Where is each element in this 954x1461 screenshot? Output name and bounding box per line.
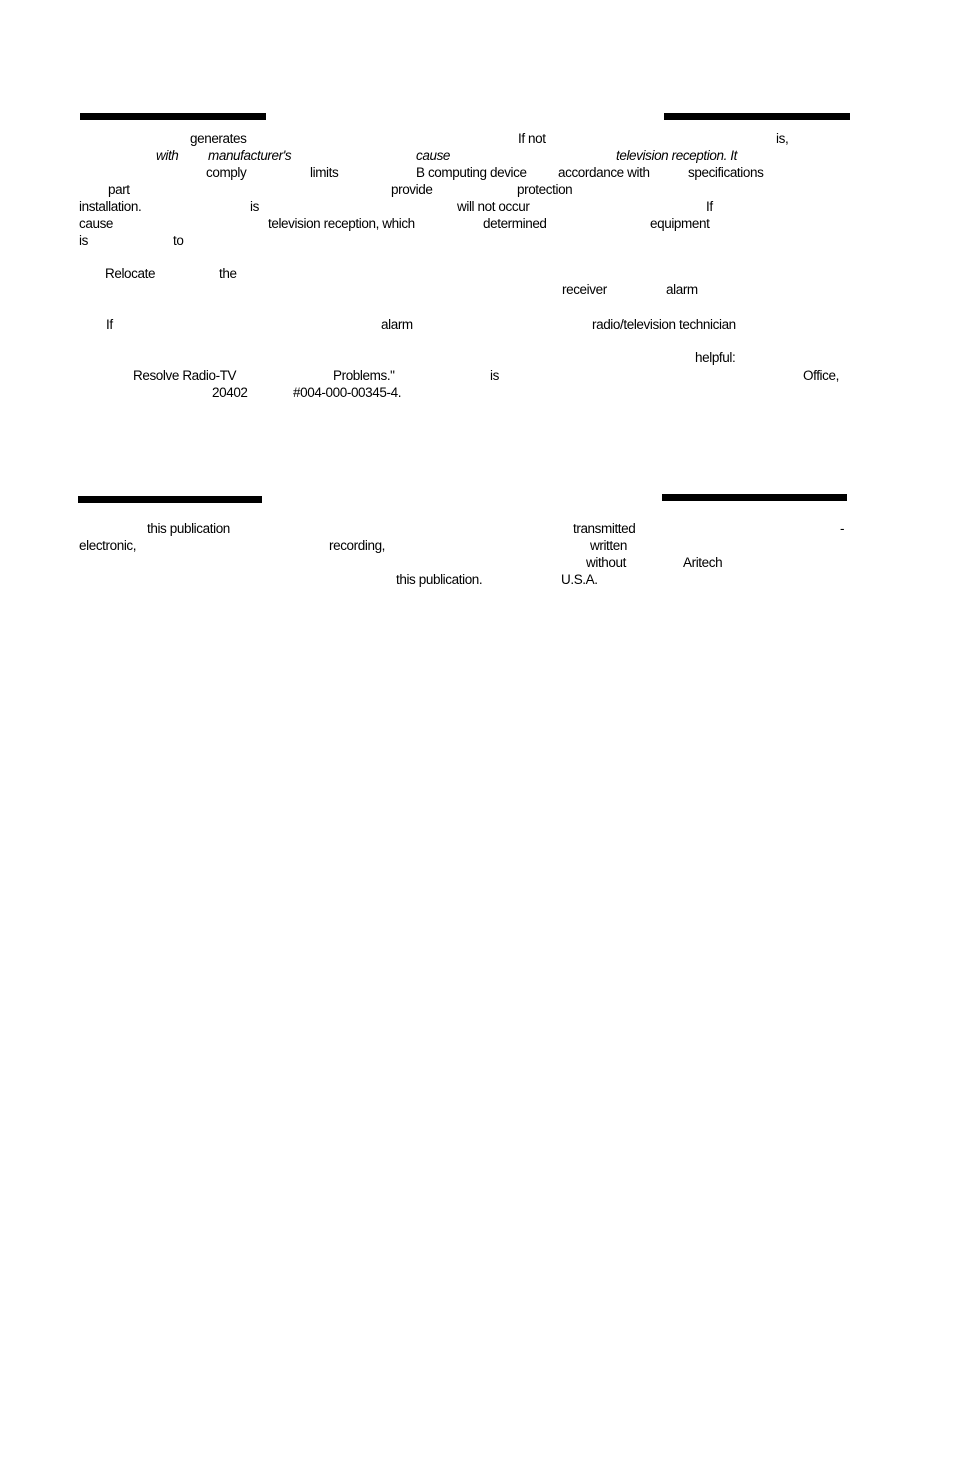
fcc-text-fragment: limits — [310, 165, 339, 180]
fcc-text-fragment: television reception. It — [616, 148, 737, 163]
fcc-text-fragment: accordance with — [558, 165, 650, 180]
fcc-text-fragment: Office, — [803, 368, 839, 383]
fcc-text-fragment: If — [706, 199, 713, 214]
fcc-text-fragment: radio/television technician — [592, 317, 736, 332]
copyright-text-fragment: electronic, — [79, 538, 137, 553]
copyright-text-fragment: - — [840, 521, 845, 536]
section-rule-bottom-left — [78, 496, 262, 503]
fcc-text-fragment: alarm — [666, 282, 698, 297]
fcc-text-fragment: cause — [79, 216, 114, 231]
fcc-text-fragment: to — [173, 233, 184, 248]
fcc-text-fragment: B computing device — [416, 165, 527, 180]
fcc-text-fragment: Relocate — [105, 266, 156, 281]
fcc-text-fragment: helpful: — [695, 350, 736, 365]
fcc-text-fragment: television reception, which — [268, 216, 415, 231]
fcc-text-fragment: is — [250, 199, 259, 214]
section-rule-bottom-right — [662, 494, 847, 501]
fcc-text-fragment: equipment — [650, 216, 710, 231]
section-rule-top-right — [664, 113, 850, 120]
fcc-text-fragment: with — [156, 148, 179, 163]
fcc-text-fragment: #004-000-00345-4. — [293, 385, 402, 400]
fcc-text-fragment: generates — [190, 131, 247, 146]
fcc-text-fragment: is — [490, 368, 499, 383]
fcc-text-fragment: will not occur — [457, 199, 530, 214]
fcc-text-fragment: specifications — [688, 165, 764, 180]
copyright-text-fragment: Aritech — [683, 555, 723, 570]
fcc-text-fragment: provide — [391, 182, 433, 197]
copyright-text-fragment: this publication — [147, 521, 230, 536]
copyright-text-fragment: transmitted — [573, 521, 636, 536]
fcc-text-fragment: Resolve Radio-TV — [133, 368, 237, 383]
fcc-text-fragment: If — [106, 317, 113, 332]
fcc-text-fragment: the — [219, 266, 237, 281]
fcc-text-fragment: receiver — [562, 282, 607, 297]
fcc-text-fragment: comply — [206, 165, 247, 180]
fcc-text-fragment: part — [108, 182, 130, 197]
copyright-text-fragment: without — [586, 555, 626, 570]
fcc-text-fragment: cause — [416, 148, 451, 163]
section-rule-top-left — [80, 113, 266, 120]
copyright-text-fragment: this publication. — [396, 572, 483, 587]
copyright-text-fragment: written — [590, 538, 627, 553]
fcc-text-fragment: protection — [517, 182, 573, 197]
copyright-text-fragment: U.S.A. — [561, 572, 598, 587]
fcc-text-fragment: 20402 — [212, 385, 248, 400]
fcc-text-fragment: determined — [483, 216, 547, 231]
fcc-text-fragment: is, — [776, 131, 789, 146]
fcc-text-fragment: alarm — [381, 317, 413, 332]
copyright-text-fragment: recording, — [329, 538, 386, 553]
fcc-text-fragment: installation. — [79, 199, 142, 214]
fcc-text-fragment: is — [79, 233, 88, 248]
fcc-text-fragment: manufacturer's — [208, 148, 292, 163]
fcc-text-fragment: Problems." — [333, 368, 395, 383]
fcc-text-fragment: If not — [518, 131, 546, 146]
